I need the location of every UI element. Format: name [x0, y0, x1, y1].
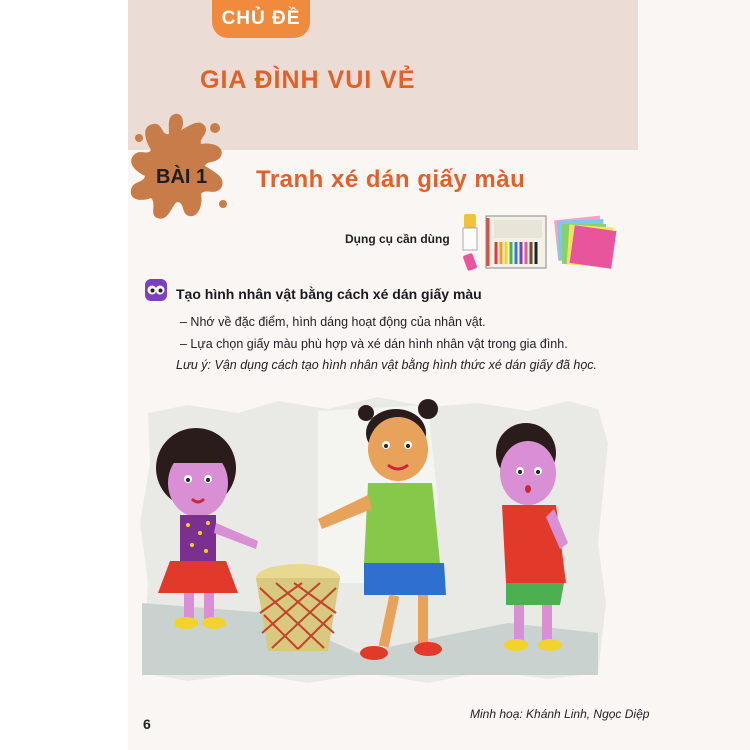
- topic-tab: CHỦ ĐỀ: [212, 0, 310, 38]
- illustration-credit: Minh hoạ: Khánh Linh, Ngọc Diệp: [470, 707, 650, 721]
- page-number: 6: [143, 716, 151, 732]
- tools-label: Dụng cụ cần dùng: [345, 232, 450, 246]
- glue-stick-icon: [463, 214, 478, 271]
- eyes-icon: [145, 279, 167, 301]
- activity-note: Lưu ý: Vận dụng cách tạo hình nhân vật bằng hình thức xé dán giấy đã học.: [176, 358, 598, 372]
- torn-paper-illustration: [128, 383, 638, 693]
- activity-bullet: – Lựa chọn giấy màu phù hợp và xé dán hình nhân vật trong gia đình.: [180, 337, 568, 351]
- color-paper-icon: [554, 216, 616, 269]
- scan-margin: [0, 0, 128, 750]
- lesson-number: BÀI 1: [156, 166, 208, 188]
- lesson-title: Tranh xé dán giấy màu: [256, 166, 526, 193]
- topic-title: GIA ĐÌNH VUI VẺ: [200, 66, 416, 94]
- activity-bullet: – Nhớ về đặc điểm, hình dáng hoạt động của nhân vật.: [180, 315, 486, 329]
- bleed-through-decoration: [560, 126, 563, 140]
- crayons-icon: [486, 216, 546, 268]
- activity-heading: Tạo hình nhân vật bằng cách xé dán giấy màu: [176, 286, 482, 302]
- tools-illustration: [458, 212, 620, 272]
- woven-basket: [256, 564, 340, 651]
